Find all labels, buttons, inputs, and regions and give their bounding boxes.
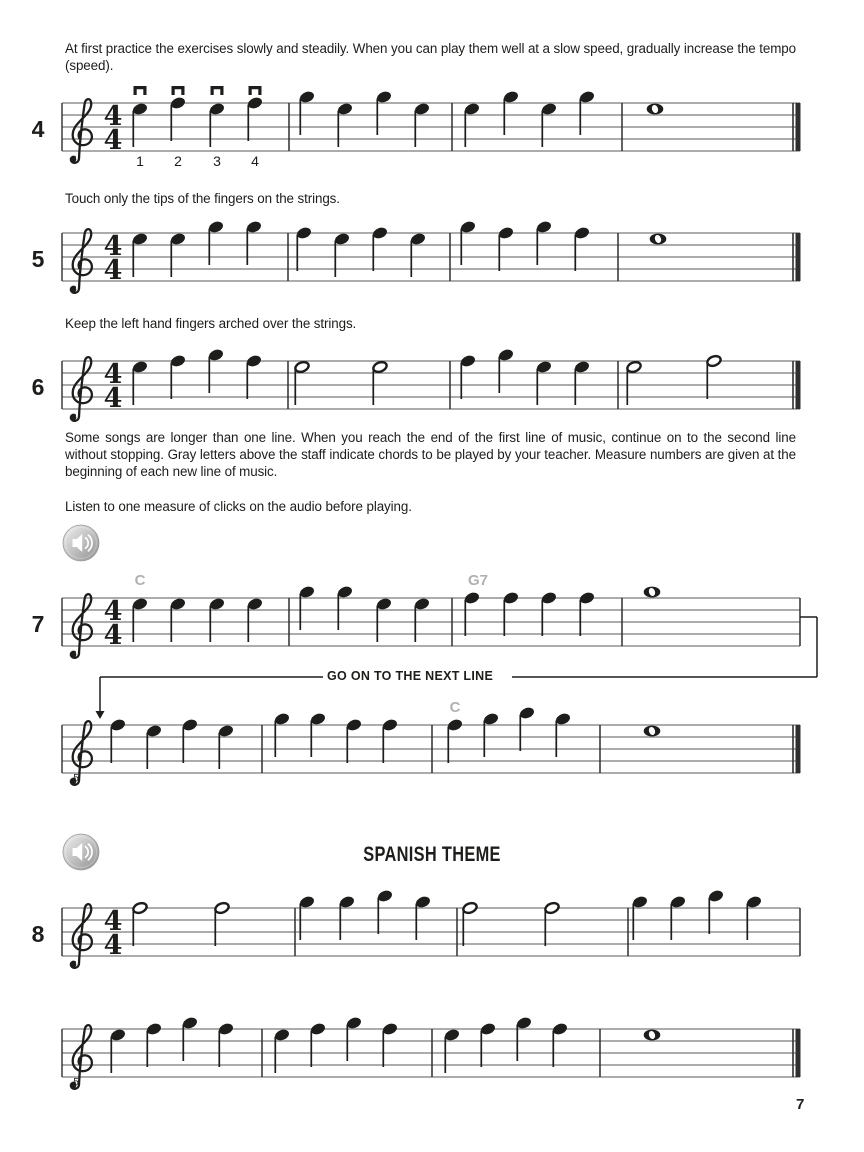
note-quarter: [217, 724, 234, 769]
note-quarter: [497, 348, 514, 393]
note-quarter: [273, 1028, 290, 1073]
exercise-number-label: 7: [31, 611, 45, 637]
note-quarter: [109, 1028, 126, 1073]
note-quarter: [631, 895, 648, 940]
note-quarter: [181, 1016, 198, 1061]
treble-clef-icon: [71, 904, 92, 968]
note-quarter: [298, 585, 315, 630]
note-quarter: [578, 90, 595, 135]
note-quarter: [381, 1022, 398, 1067]
time-signature: 4: [103, 359, 123, 390]
note-quarter: [309, 1022, 326, 1067]
note-quarter: [338, 895, 355, 940]
note-quarter: [169, 232, 186, 277]
chord-symbol-label: G7: [467, 572, 489, 589]
go-on-to-next-line-label: GO ON TO THE NEXT LINE: [327, 669, 494, 683]
note-quarter: [169, 597, 186, 642]
note-quarter: [463, 591, 480, 636]
final-barline-thick: [796, 233, 801, 281]
note-quarter: [669, 895, 686, 940]
note-quarter: [573, 226, 590, 271]
note-whole: [644, 587, 661, 598]
note-quarter: [207, 348, 224, 393]
beat-count-label: 2: [174, 153, 182, 169]
time-signature: 4: [103, 255, 123, 286]
note-quarter: [375, 597, 392, 642]
note-quarter: [707, 889, 724, 934]
song-title-spanish-theme: SPANISH THEME: [363, 843, 501, 866]
note-quarter: [413, 102, 430, 147]
chord-symbol-label: C: [134, 572, 146, 589]
treble-clef-icon: [71, 357, 92, 421]
note-quarter: [109, 718, 126, 763]
note-quarter: [413, 597, 430, 642]
final-barline-thick: [796, 1029, 801, 1077]
note-half: [462, 901, 478, 946]
note-quarter: [333, 232, 350, 277]
note-quarter: [381, 718, 398, 763]
tip-paragraph-fingertips: Touch only the tips of the fingers on the strings.: [65, 191, 340, 206]
time-signature: 4: [103, 101, 123, 132]
note-half: [626, 360, 642, 405]
pick-downstroke-icon: [134, 86, 147, 95]
note-quarter: [414, 895, 431, 940]
time-signature: 4: [103, 383, 123, 414]
exercise-number-label: 6: [31, 374, 45, 400]
note-whole: [647, 104, 664, 115]
note-quarter: [540, 591, 557, 636]
note-quarter: [578, 591, 595, 636]
note-quarter: [145, 724, 162, 769]
intro-paragraph: At first practice the exercises slowly and steadily. When you can play them well at a slow speed, gradually increase the tempo (speed).: [65, 41, 796, 73]
note-quarter: [336, 102, 353, 147]
note-quarter: [295, 226, 312, 271]
note-quarter: [371, 226, 388, 271]
beat-count-label: 4: [251, 153, 259, 169]
note-half: [706, 354, 722, 399]
note-half: [214, 901, 230, 946]
note-quarter: [573, 360, 590, 405]
chord-symbol-label: C: [449, 699, 461, 716]
exercise-number-label: 4: [31, 116, 45, 142]
audio-speaker-icon[interactable]: [62, 833, 100, 871]
long-songs-paragraph: Some songs are longer than one line. When you reach the end of the first line of music, continue on to the second line without stopping. Gray letters above the staff indicate chords to be played by your teacher. Measure numbers are given at the beginning of each new line of music.: [65, 430, 796, 479]
note-whole: [650, 234, 667, 245]
note-quarter: [345, 718, 362, 763]
final-barline-thick: [796, 361, 801, 409]
note-quarter: [745, 895, 762, 940]
final-barline-thick: [796, 103, 801, 151]
pick-downstroke-icon: [211, 86, 224, 95]
note-quarter: [245, 354, 262, 399]
note-quarter: [551, 1022, 568, 1067]
note-quarter: [181, 718, 198, 763]
treble-clef-icon: [71, 594, 92, 658]
staff-system-ex7-line2: [62, 699, 801, 785]
note-quarter: [207, 220, 224, 265]
note-quarter: [443, 1028, 460, 1073]
note-quarter: [518, 706, 535, 751]
note-quarter: [459, 220, 476, 265]
note-quarter: [479, 1022, 496, 1067]
note-quarter: [273, 712, 290, 757]
note-quarter: [459, 354, 476, 399]
note-quarter: [376, 889, 393, 934]
note-half: [132, 901, 148, 946]
note-whole: [644, 1030, 661, 1041]
note-whole: [644, 726, 661, 737]
note-quarter: [131, 360, 148, 405]
note-quarter: [409, 232, 426, 277]
staff-system-ex5-line1: [32, 220, 801, 293]
note-quarter: [169, 354, 186, 399]
note-quarter: [217, 1022, 234, 1067]
note-quarter: [298, 895, 315, 940]
treble-clef-icon: [71, 229, 92, 293]
beat-count-label: 1: [136, 153, 144, 169]
note-quarter: [515, 1016, 532, 1061]
pick-downstroke-icon: [172, 86, 185, 95]
audio-speaker-icon[interactable]: [62, 524, 100, 562]
staff-system-ex4-line1: [32, 86, 801, 169]
note-quarter: [245, 220, 262, 265]
note-quarter: [375, 90, 392, 135]
note-quarter: [131, 597, 148, 642]
measure-number-label: 5: [73, 1077, 79, 1088]
staff-system-ex6-line1: [32, 348, 801, 421]
note-quarter: [554, 712, 571, 757]
measure-number-label: 5: [73, 773, 79, 784]
staff-system-ex8-line1: [32, 889, 800, 968]
staff-system-ex7-line1: [32, 572, 800, 658]
time-signature: 4: [103, 231, 123, 262]
pick-downstroke-icon: [248, 86, 261, 95]
time-signature: 4: [103, 906, 123, 937]
note-quarter: [309, 712, 326, 757]
time-signature: 4: [103, 620, 123, 651]
final-barline-thick: [796, 725, 801, 773]
note-quarter: [336, 585, 353, 630]
note-half: [294, 360, 310, 405]
time-signature: 4: [103, 596, 123, 627]
note-quarter: [446, 718, 463, 763]
note-quarter: [463, 102, 480, 147]
note-half: [372, 360, 388, 405]
page-number: 7: [796, 1096, 805, 1113]
treble-clef-icon: [71, 99, 92, 163]
staff-system-ex8-line2: [62, 1016, 801, 1089]
time-signature: 4: [103, 125, 123, 156]
time-signature: 4: [103, 930, 123, 961]
note-quarter: [246, 597, 263, 642]
note-quarter: [131, 232, 148, 277]
note-quarter: [345, 1016, 362, 1061]
note-quarter: [497, 226, 514, 271]
note-quarter: [502, 591, 519, 636]
note-quarter: [540, 102, 557, 147]
down-arrow-icon: [96, 711, 105, 719]
tip-paragraph-arched-fingers: Keep the left hand fingers arched over the strings.: [65, 316, 357, 331]
note-quarter: [482, 712, 499, 757]
note-half: [544, 901, 560, 946]
listen-paragraph: Listen to one measure of clicks on the audio before playing.: [65, 499, 412, 514]
note-quarter: [535, 220, 552, 265]
beat-count-label: 3: [213, 153, 221, 169]
note-quarter: [145, 1022, 162, 1067]
note-quarter: [298, 90, 315, 135]
note-quarter: [208, 597, 225, 642]
note-quarter: [502, 90, 519, 135]
note-quarter: [535, 360, 552, 405]
exercise-number-label: 5: [31, 246, 45, 272]
exercise-number-label: 8: [31, 921, 45, 947]
